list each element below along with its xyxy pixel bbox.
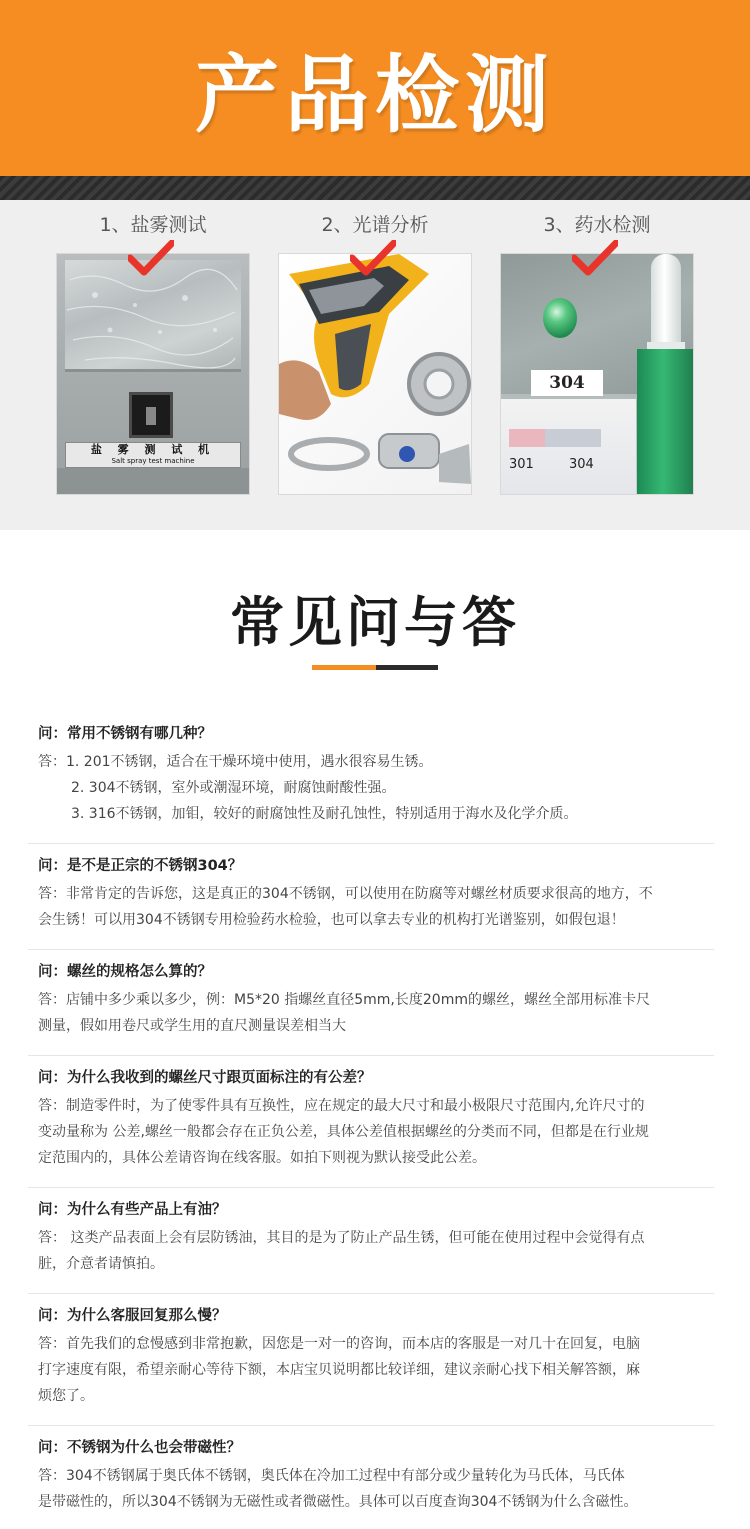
faq-answer-line: 答：制造零件时，为了使零件具有互换性，应在规定的最大尺寸和最小极限尺寸范围内,允许尺寸的 xyxy=(38,1098,645,1114)
salt-spray-machine-photo xyxy=(56,253,250,495)
machine-nameplate xyxy=(65,442,241,468)
reagent-bottle xyxy=(637,349,694,495)
spectrometer-photo xyxy=(278,253,472,495)
spectrometer-illustration xyxy=(279,254,472,495)
stripe-divider xyxy=(0,176,750,200)
faq-answer-line: 答：店铺中多少乘以多少，例：M5*20 指螺丝直径5mm,长度20mm的螺丝，螺丝全部用标准卡尺 xyxy=(38,992,650,1008)
machine-lock xyxy=(129,392,173,438)
faq-item xyxy=(28,950,714,1056)
faq-item xyxy=(28,1188,714,1294)
faq-item xyxy=(28,1056,714,1188)
faq-item xyxy=(28,1294,714,1426)
title-underline-orange xyxy=(312,665,376,670)
machine-base xyxy=(57,468,250,495)
faq-question: 问：常用不锈钢有哪几种？ xyxy=(38,726,212,742)
faq-question: 问：为什么我收到的螺丝尺寸跟页面标注的有公差？ xyxy=(38,1070,372,1086)
faq-answer-line: 会生锈！可以用304不锈钢专用检验药水检验，也可以拿去专业的机构打光谱鉴别，如假包退！ xyxy=(38,912,625,928)
faq-question: 问：不锈钢为什么也会带磁性？ xyxy=(38,1440,241,1456)
faq-answer-line: 烦您了。 xyxy=(38,1388,94,1404)
color-swatch-304 xyxy=(545,429,601,447)
faq-answer-line: 变动量称为 公差,螺丝一般都会存在正负公差，具体公差值根据螺丝的分类而不同，但都是在行业规 xyxy=(38,1124,649,1140)
faq-answer-line: 答：304不锈钢属于奥氏体不锈钢，奥氏体在冷加工过程中有部分或少量转化为马氏体，马氏体 xyxy=(38,1468,625,1484)
faq-answer-line: 是带磁性的，所以304不锈钢为无磁性或者微磁性。具体可以百度查询304不锈钢为什么含磁性。 xyxy=(38,1494,638,1510)
detection-label: 3、药水检测 xyxy=(543,214,651,236)
swatch-label-304: 304 xyxy=(569,457,594,472)
title-underline-dark xyxy=(376,665,438,670)
faq-answer-line: 答：1. 201不锈钢，适合在干燥环境中使用，遇水很容易生锈。 xyxy=(38,754,433,770)
faq-item xyxy=(28,844,714,950)
reagent-box xyxy=(501,399,636,495)
condensation-pattern xyxy=(65,260,241,372)
faq-answer-subitem: 3. 316不锈钢，加钼，较好的耐腐蚀性及耐孔蚀性，特别适用于海水及化学介质。 xyxy=(71,806,578,822)
faq-answer-line: 答： 这类产品表面上会有层防锈油，其目的是为了防止产品生锈，但可能在使用过程中会觉得有点 xyxy=(38,1230,645,1246)
faq-item xyxy=(28,1426,714,1529)
faq-list xyxy=(28,712,714,1529)
detection-label: 2、光谱分析 xyxy=(321,214,429,236)
faq-answer-line: 测量，假如用卷尺或学生用的直尺测量误差相当大 xyxy=(38,1018,346,1034)
machine-window xyxy=(65,260,241,372)
nameplate-chinese: 盐 雾 测 试 机 xyxy=(90,443,216,456)
reagent-test-photo xyxy=(500,253,694,495)
faq-question: 问：为什么有些产品上有油？ xyxy=(38,1202,227,1218)
detection-card-salt-spray xyxy=(56,200,250,530)
color-swatch-301 xyxy=(509,429,545,447)
header-banner xyxy=(0,0,750,176)
faq-answer-line: 定范围内的，具体公差请咨询在线客服。如拍下则视为默认接受此公差。 xyxy=(38,1150,486,1166)
faq-question: 问：螺丝的规格怎么算的？ xyxy=(38,964,212,980)
checkmark-icon xyxy=(128,240,174,276)
faq-question: 问：是不是正宗的不锈钢304？ xyxy=(38,858,243,874)
faq-answer-line: 打字速度有限，希望亲耐心等待下额，本店宝贝说明都比较详细，建议亲耐心找下相关解答额，麻 xyxy=(38,1362,640,1378)
faq-answer-line: 答：首先我们的怠慢感到非常抱歉，因您是一对一的咨询，而本店的客服是一对几十在回复，电脑 xyxy=(38,1336,640,1352)
swatch-label-301: 301 xyxy=(509,457,534,472)
detection-card-reagent xyxy=(500,200,694,530)
checkmark-icon xyxy=(350,240,396,276)
sheet-label: 304 xyxy=(531,370,603,396)
faq-item xyxy=(28,712,714,844)
faq-answer-line: 脏，介意者请慎拍。 xyxy=(38,1256,164,1272)
detection-label: 1、盐雾测试 xyxy=(99,214,207,236)
detection-card-spectral xyxy=(278,200,472,530)
faq-title: 常见问与答 xyxy=(230,591,520,654)
faq-answer-subitem: 2. 304不锈钢，室外或潮湿环境，耐腐蚀耐酸性强。 xyxy=(71,780,396,796)
bottle-neck xyxy=(651,254,681,354)
reagent-drop xyxy=(543,298,577,338)
checkmark-icon xyxy=(572,240,618,276)
faq-answer-line: 答：非常肯定的告诉您，这是真正的304不锈钢，可以使用在防腐等对螺丝材质要求很高的地方，不 xyxy=(38,886,653,902)
detection-section xyxy=(0,200,750,530)
faq-question: 问：为什么客服回复那么慢？ xyxy=(38,1308,227,1324)
nameplate-english: Salt spray test machine xyxy=(111,457,195,465)
page-title: 产品检测 xyxy=(194,45,555,144)
